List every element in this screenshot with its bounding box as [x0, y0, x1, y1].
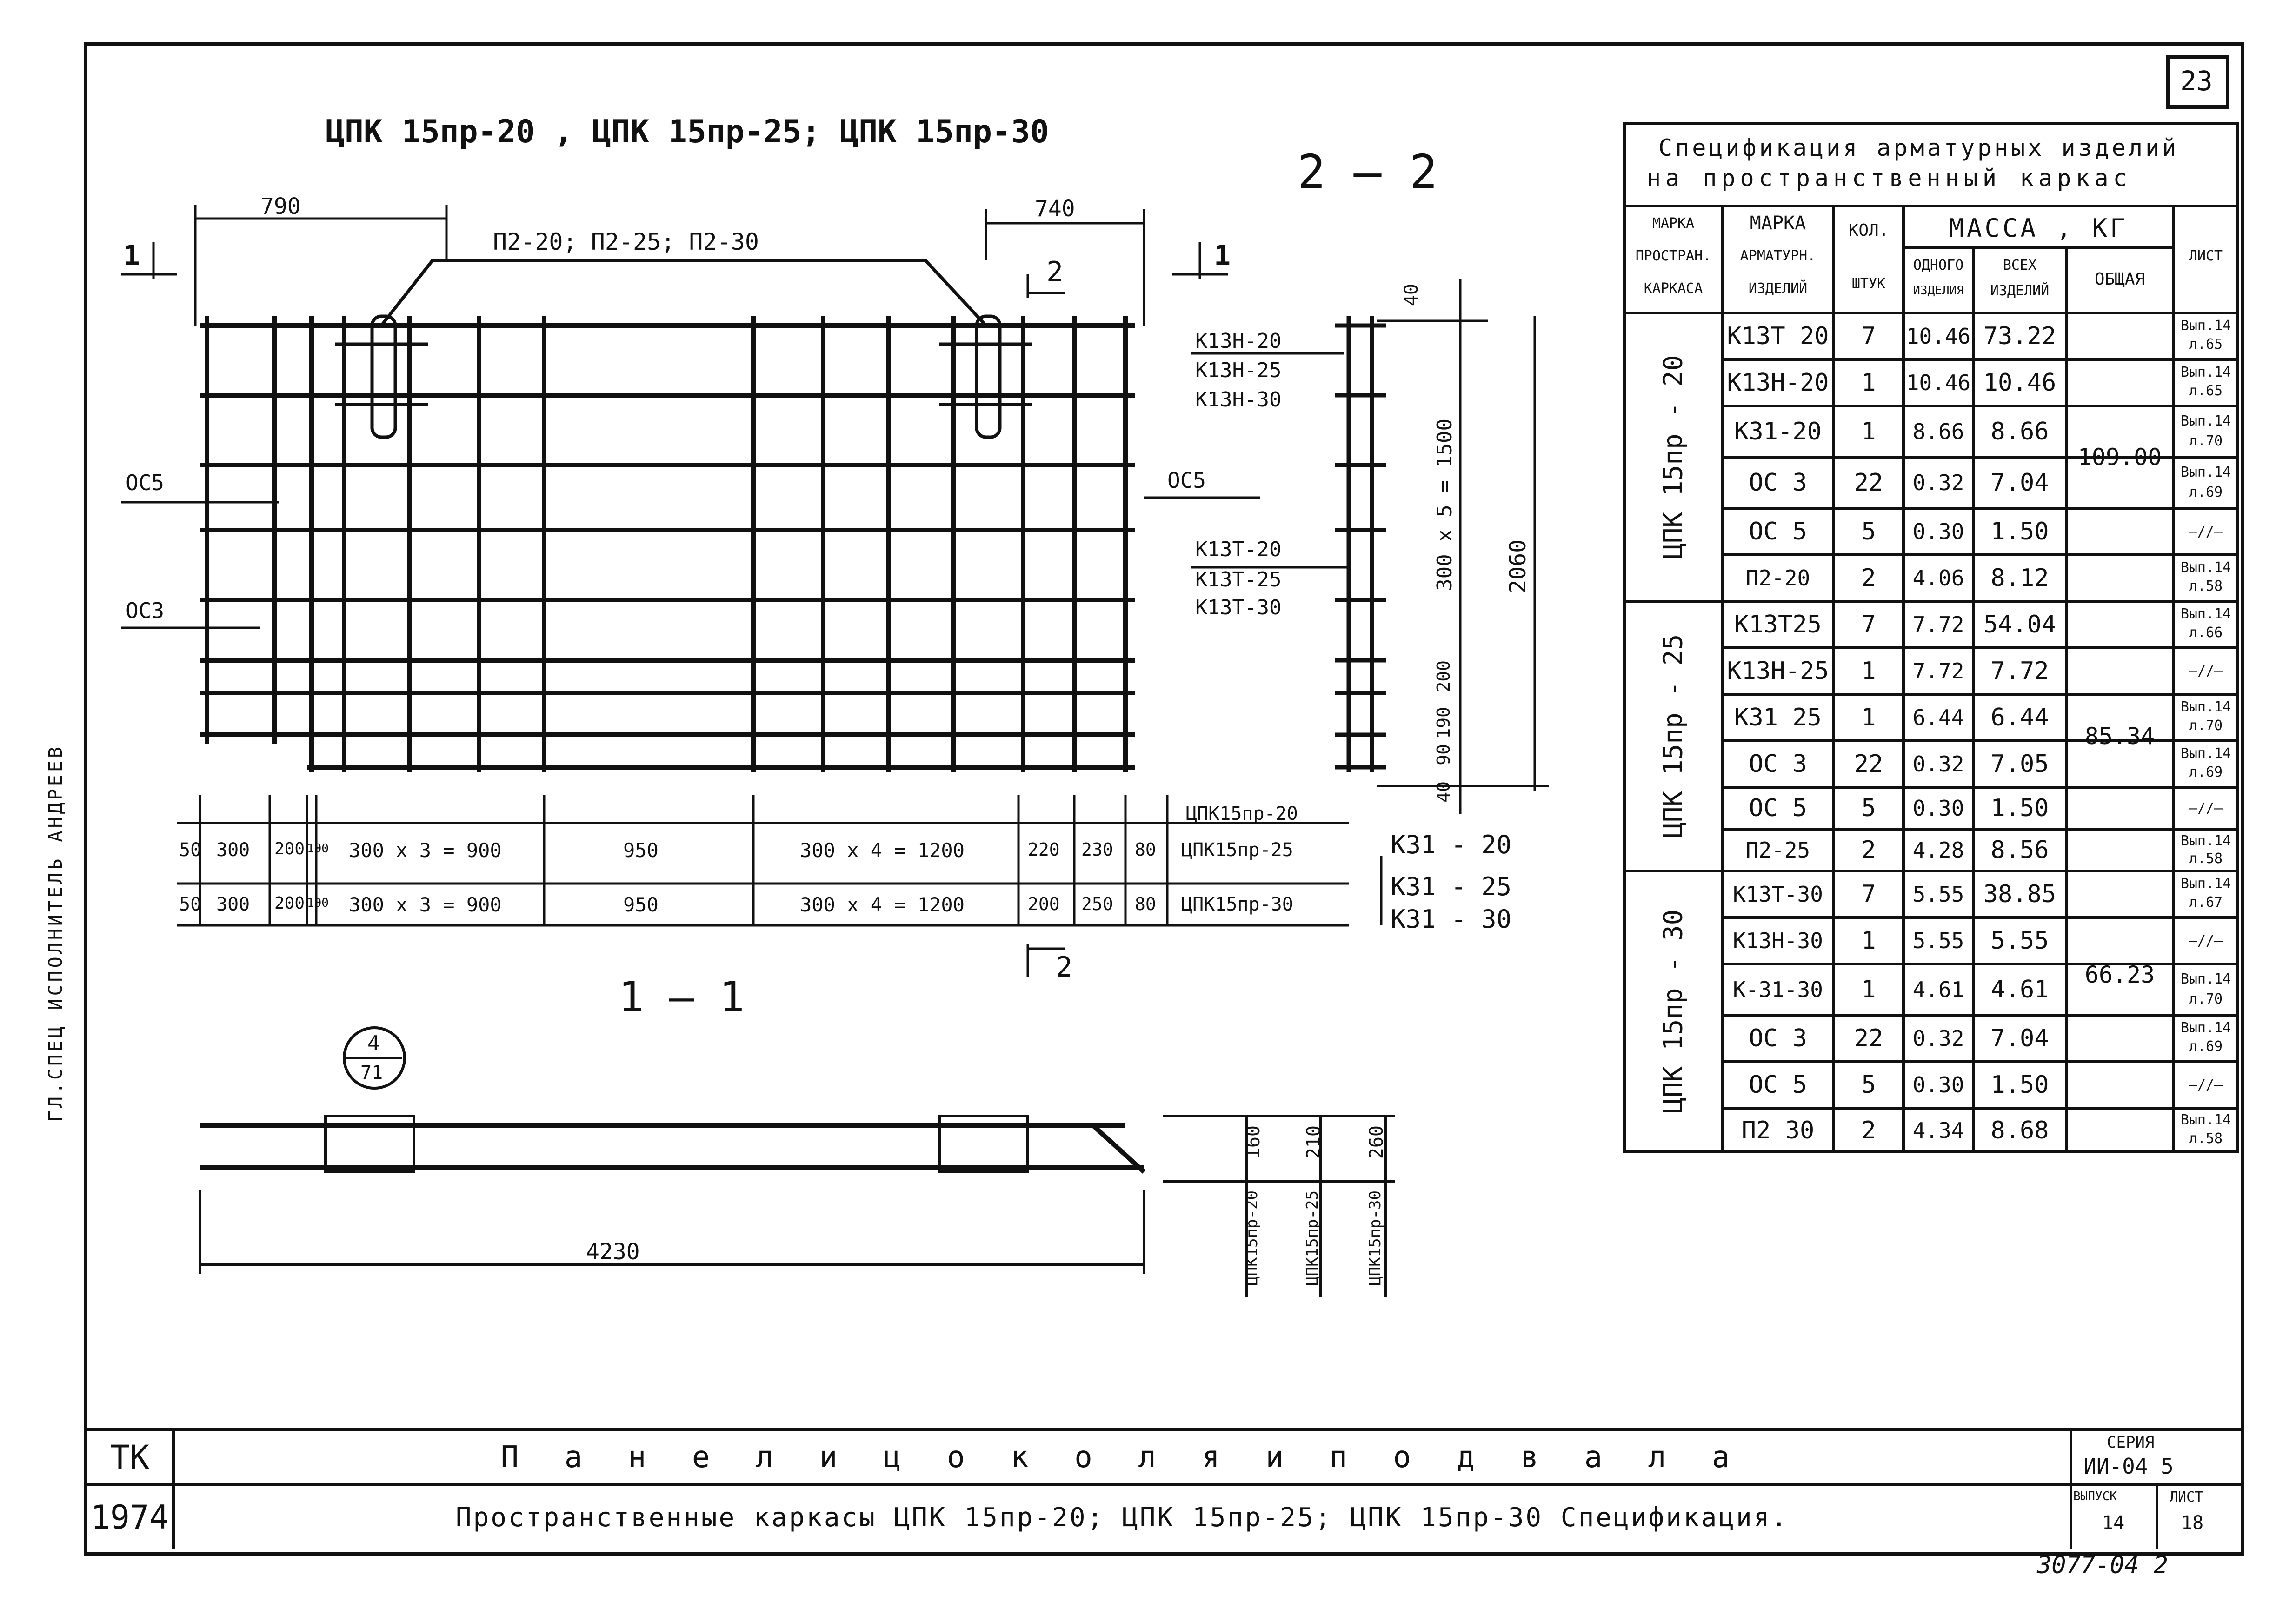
g1-r2-ref-b: л.65: [2189, 382, 2223, 399]
row1-label-20: ЦПК15пр-20: [1186, 803, 1298, 824]
hdr-one-2: ИЗДЕЛИЯ: [1913, 284, 1964, 298]
g1-r1-one: 10.46: [1906, 324, 1971, 349]
g3-r6-ref-a: Вып.14: [2180, 1111, 2231, 1128]
g2-r4-one: 0.32: [1912, 751, 1964, 777]
g1-r6-qty: 2: [1861, 564, 1876, 592]
dim1-80: 80: [1135, 839, 1156, 860]
side-dim-total: 2060: [1505, 539, 1531, 593]
side-dim-200: 200: [1433, 660, 1454, 692]
g1-r2-all: 10.46: [1983, 369, 2056, 397]
g3-r3-ref-a: Вып.14: [2180, 971, 2231, 987]
g1-r4-ref-b: л.69: [2189, 484, 2223, 500]
dim2-900: 300 х 3 = 900: [349, 893, 502, 916]
g2-r4-ref-b: л.69: [2189, 764, 2223, 780]
stamp-sheet-value: 18: [2181, 1512, 2204, 1534]
dim1-50: 50: [179, 839, 202, 861]
dim1-950: 950: [623, 839, 659, 862]
hdr-one-1: ОДНОГО: [1913, 257, 1964, 273]
stamp-vline-3: [2156, 1483, 2158, 1549]
k31-label-30: К31 - 30: [1391, 904, 1512, 934]
g3-r3-one: 4.61: [1912, 977, 1964, 1002]
g3-r3-item: К-31-30: [1733, 977, 1823, 1002]
g1-r1-ref-b: л.65: [2189, 336, 2223, 352]
group-3-total: 66.23: [2084, 961, 2155, 988]
g1-r5-one: 0.30: [1912, 519, 1964, 544]
hdr-all-2: ИЗДЕЛИЙ: [1990, 282, 2050, 299]
dim2-200: 200: [274, 894, 305, 913]
dim2-100: 100: [307, 896, 329, 910]
cut-mark-2-bottom: 2: [1056, 951, 1073, 984]
g1-r2-one: 10.46: [1906, 370, 1971, 395]
g3-r1-item: К13Т-30: [1733, 882, 1823, 907]
g1-r5-qty: 5: [1861, 518, 1876, 545]
oc3-left-label: ОС3: [126, 598, 165, 623]
g2-r4-ref-a: Вып.14: [2180, 745, 2231, 762]
g2-r3-one: 6.44: [1912, 705, 1964, 730]
hdr-mark-item-2: АРМАТУРН.: [1740, 247, 1816, 264]
dim-right-740: 740: [1035, 196, 1075, 222]
g3-r4-ref-a: Вып.14: [2180, 1019, 2231, 1036]
g3-r1-all: 38.85: [1983, 880, 2056, 908]
section-1-1-label: 1 — 1: [619, 973, 745, 1022]
g1-r4-ref-a: Вып.14: [2180, 464, 2231, 480]
g1-r2-qty: 1: [1861, 369, 1876, 397]
hdr-all-1: ВСЕХ: [2003, 257, 2037, 273]
g2-r6-all: 8.56: [1990, 836, 2049, 864]
g2-r6-qty: 2: [1861, 836, 1876, 864]
g3-r5-all: 1.50: [1990, 1071, 2049, 1099]
spec-line-mass-sub: [1902, 246, 2172, 249]
sheet-number: 23: [2180, 65, 2213, 97]
spec-title-line2: на пространственный каркас: [1647, 165, 2132, 192]
k13t-label-30: К13Т-30: [1195, 596, 1282, 619]
dim1-220: 220: [1028, 839, 1060, 860]
height-210: 210: [1303, 1125, 1324, 1159]
stamp-issue-label: ВЫПУСК: [2073, 1489, 2117, 1503]
g2-r1-one: 7.72: [1912, 612, 1964, 637]
row2-label-30: ЦПК15пр-30: [1181, 894, 1293, 915]
g3-r1-qty: 7: [1861, 880, 1876, 908]
g3-r4-ref-b: л.69: [2189, 1038, 2223, 1055]
hdr-mass: МАССА , КГ: [1949, 213, 2128, 243]
g1-r6-one: 4.06: [1912, 565, 1964, 591]
hdr-mark-frame-3: КАРКАСА: [1644, 280, 1703, 297]
dim1-900: 300 х 3 = 900: [349, 839, 502, 862]
dim-left-790: 790: [260, 193, 301, 219]
hdr-mark-frame-1: МАРКА: [1652, 215, 1695, 232]
dim1-200: 200: [274, 839, 305, 858]
height-label-20: ЦПК15пр-20: [1243, 1190, 1261, 1286]
oc5-left-label: ОС5: [126, 470, 165, 495]
g3-r2-item: К13Н-30: [1733, 928, 1823, 953]
k31-label-20: К31 - 20: [1391, 830, 1512, 859]
g3-r6-qty: 2: [1861, 1117, 1876, 1144]
handwritten-number: 3077-04 2: [2037, 1551, 2168, 1579]
hdr-total: ОБЩАЯ: [2094, 269, 2145, 289]
hdr-sheet: ЛИСТ: [2189, 247, 2223, 264]
group-1-total: 109.00: [2077, 444, 2162, 471]
g3-r6-all: 8.68: [1990, 1117, 2049, 1144]
g1-r2-ref-a: Вып.14: [2180, 364, 2231, 380]
g2-r3-item: К31 25: [1734, 704, 1822, 731]
stamp-series-value: ИИ-04 5: [2083, 1454, 2174, 1479]
g1-r4-item: ОС 3: [1749, 469, 1807, 497]
hdr-qty-1: КОЛ.: [1848, 220, 1889, 240]
g3-r6-item: П2 30: [1741, 1117, 1815, 1144]
margin-signature-text: ГЛ.СПЕЦ ИСПОЛНИТЕЛЬ АНДРЕЕВ: [45, 744, 67, 1122]
stamp-vline-2: [2070, 1428, 2072, 1549]
dim2-300: 300: [216, 894, 250, 915]
g2-r6-one: 4.28: [1912, 838, 1964, 863]
stamp-sheet-label: ЛИСТ: [2170, 1489, 2203, 1505]
side-dim-top: 40: [1401, 284, 1422, 306]
g2-r4-all: 7.05: [1990, 750, 2049, 778]
g2-r2-qty: 1: [1861, 657, 1876, 685]
g3-r2-qty: 1: [1861, 927, 1876, 955]
k13t-label-25: К13Т-25: [1195, 568, 1282, 592]
group-2-frame-mark: ЦПК 15пр - 25: [1658, 634, 1689, 838]
g3-r5-qty: 5: [1861, 1071, 1876, 1099]
g3-r6-one: 4.34: [1912, 1118, 1964, 1143]
dim2-200b: 200: [1028, 894, 1060, 914]
g2-r5-one: 0.30: [1912, 796, 1964, 821]
dim2-80: 80: [1135, 894, 1156, 914]
hdr-qty-2: ШТУК: [1851, 275, 1886, 292]
dim1-300: 300: [216, 839, 250, 861]
g2-r2-item: К13Н-25: [1727, 657, 1829, 685]
g2-r5-all: 1.50: [1990, 794, 2049, 822]
dim2-1200: 300 х 4 = 1200: [800, 893, 965, 916]
group-1-frame-mark: ЦПК 15пр - 20: [1658, 355, 1689, 559]
height-260: 260: [1366, 1125, 1387, 1159]
spec-title-line1: Спецификация арматурных изделий: [1658, 134, 2179, 161]
g3-r5-one: 0.30: [1912, 1072, 1964, 1097]
height-label-25: ЦПК15пр-25: [1303, 1190, 1322, 1286]
g1-r1-ref-a: Вып.14: [2180, 317, 2231, 334]
k13n-label-25: К13Н-25: [1195, 359, 1282, 382]
hdr-mark-frame-2: ПРОСТРАН.: [1635, 247, 1711, 264]
g1-r3-qty: 1: [1861, 418, 1876, 445]
length-4230: 4230: [586, 1239, 640, 1265]
g3-r1-one: 5.55: [1912, 882, 1964, 907]
group-3-frame-mark: ЦПК 15пр - 30: [1658, 909, 1689, 1114]
row1-label-25: ЦПК15пр-25: [1181, 839, 1293, 861]
g2-r2-all: 7.72: [1990, 657, 2049, 685]
g2-r6-ref-a: Вып.14: [2180, 832, 2231, 849]
g1-r5-ref: —//—: [2189, 523, 2223, 540]
oc5-right-label: ОС5: [1167, 468, 1206, 493]
k31-label-25: К31 - 25: [1391, 872, 1512, 901]
g1-r2-item: К13Н-20: [1727, 369, 1829, 397]
g2-r1-ref-b: л.66: [2189, 624, 2223, 641]
g3-r3-all: 4.61: [1990, 976, 2049, 1004]
g3-r1-ref-b: л.67: [2189, 894, 2223, 911]
g1-r1-qty: 7: [1861, 322, 1876, 350]
g3-r4-all: 7.04: [1990, 1024, 2049, 1052]
height-label-30: ЦПК15пр-30: [1366, 1190, 1384, 1286]
g1-r1-item: К13Т 20: [1727, 322, 1829, 350]
g3-r6-ref-b: л.58: [2189, 1130, 2223, 1147]
height-160: 160: [1243, 1125, 1264, 1159]
detail-ref-bottom: 71: [360, 1062, 383, 1084]
k13n-label-20: К13Н-20: [1195, 329, 1282, 353]
side-dim-90: 90: [1433, 744, 1454, 765]
g2-r6-ref-b: л.58: [2189, 850, 2223, 867]
stamp-tk: ТК: [110, 1438, 150, 1476]
g1-r3-ref-b: л.70: [2189, 432, 2223, 449]
side-dim-bottom: 40: [1433, 781, 1454, 803]
dim2-50: 50: [179, 894, 202, 915]
g1-r4-qty: 22: [1854, 469, 1883, 497]
g2-r1-item: К13Т25: [1734, 611, 1822, 638]
g3-r3-qty: 1: [1861, 976, 1876, 1004]
g2-r1-qty: 7: [1861, 611, 1876, 638]
g3-r4-qty: 22: [1854, 1024, 1883, 1052]
g1-r3-all: 8.66: [1990, 418, 2049, 445]
g2-r2-ref: —//—: [2189, 663, 2223, 679]
g2-r1-all: 54.04: [1983, 611, 2056, 638]
g1-r3-ref-a: Вып.14: [2180, 412, 2231, 429]
stamp-issue-value: 14: [2102, 1512, 2125, 1534]
g3-r4-one: 0.32: [1912, 1026, 1964, 1051]
g3-r2-ref: —//—: [2189, 932, 2223, 949]
g1-r6-ref-b: л.58: [2189, 578, 2223, 594]
g1-r6-all: 8.12: [1990, 564, 2049, 592]
g1-r3-item: К31-20: [1734, 418, 1822, 445]
spec-line-header-top: [1623, 205, 2239, 207]
hdr-mark-item-3: ИЗДЕЛИЙ: [1748, 280, 1808, 297]
g3-r1-ref-a: Вып.14: [2180, 875, 2231, 892]
g2-r5-item: ОС 5: [1749, 794, 1807, 822]
g1-r1-all: 73.22: [1983, 322, 2056, 350]
stamp-year: 1974: [90, 1498, 169, 1536]
g3-r5-ref: —//—: [2189, 1077, 2223, 1093]
stamp-title: П а н е л и ц о к о л я и п о д в а л а: [500, 1440, 1744, 1475]
cut-mark-2-top: 2: [1046, 256, 1064, 288]
stamp-top-line: [84, 1428, 2241, 1431]
dim2-250: 250: [1081, 894, 1113, 914]
stamp-series-label: СЕРИЯ: [2107, 1433, 2155, 1452]
side-dim-1500: 300 х 5 = 1500: [1433, 419, 1457, 591]
hdr-mark-item-1: МАРКА: [1750, 213, 1806, 234]
stamp-subtitle: Пространственные каркасы ЦПК 15пр-20; ЦПК 15пр-25; ЦПК 15пр-30 Спецификация.: [455, 1502, 1789, 1533]
g3-r3-ref-b: л.70: [2189, 991, 2223, 1007]
drawing-title: ЦПК 15пр-20 , ЦПК 15пр-25; ЦПК 15пр-30: [326, 113, 1049, 150]
k13t-label-20: К13Т-20: [1195, 538, 1282, 561]
g3-r4-item: ОС 3: [1749, 1024, 1807, 1052]
dim1-230: 230: [1081, 839, 1113, 860]
g1-r4-one: 0.32: [1912, 470, 1964, 495]
g2-r6-item: П2-25: [1745, 838, 1810, 863]
cut-mark-1-right: 1: [1214, 239, 1231, 272]
g3-r5-item: ОС 5: [1749, 1071, 1807, 1099]
g2-r1-ref-a: Вып.14: [2180, 605, 2231, 622]
cut-mark-1-left: 1: [123, 239, 140, 272]
g3-r2-all: 5.55: [1990, 927, 2049, 955]
dim1-100: 100: [307, 842, 329, 856]
dim2-950: 950: [623, 893, 659, 916]
k13n-label-30: К13Н-30: [1195, 388, 1282, 412]
g2-r5-ref: —//—: [2189, 800, 2223, 817]
g2-r3-ref-a: Вып.14: [2180, 698, 2231, 715]
g2-r4-item: ОС 3: [1749, 750, 1807, 778]
g2-r4-qty: 22: [1854, 750, 1883, 778]
loop-leader-label: П2-20; П2-25; П2-30: [493, 228, 759, 255]
g3-r2-one: 5.55: [1912, 928, 1964, 953]
g2-r3-qty: 1: [1861, 704, 1876, 731]
g1-r4-all: 7.04: [1990, 469, 2049, 497]
g2-r3-ref-b: л.70: [2189, 717, 2223, 734]
g1-r6-ref-a: Вып.14: [2180, 559, 2231, 576]
g2-r3-all: 6.44: [1990, 704, 2049, 731]
detail-ref-top: 4: [367, 1031, 380, 1055]
section-2-2-label: 2 – 2: [1298, 145, 1438, 199]
side-dim-190: 190: [1433, 707, 1454, 739]
g1-r5-all: 1.50: [1990, 518, 2049, 545]
g2-r2-one: 7.72: [1912, 658, 1964, 684]
g1-r6-item: П2-20: [1745, 565, 1810, 591]
g1-r5-item: ОС 5: [1749, 518, 1807, 545]
g1-r3-one: 8.66: [1912, 419, 1964, 444]
dim1-1200: 300 х 4 = 1200: [800, 839, 965, 862]
g2-r5-qty: 5: [1861, 794, 1876, 822]
group-2-total: 85.34: [2084, 723, 2155, 750]
